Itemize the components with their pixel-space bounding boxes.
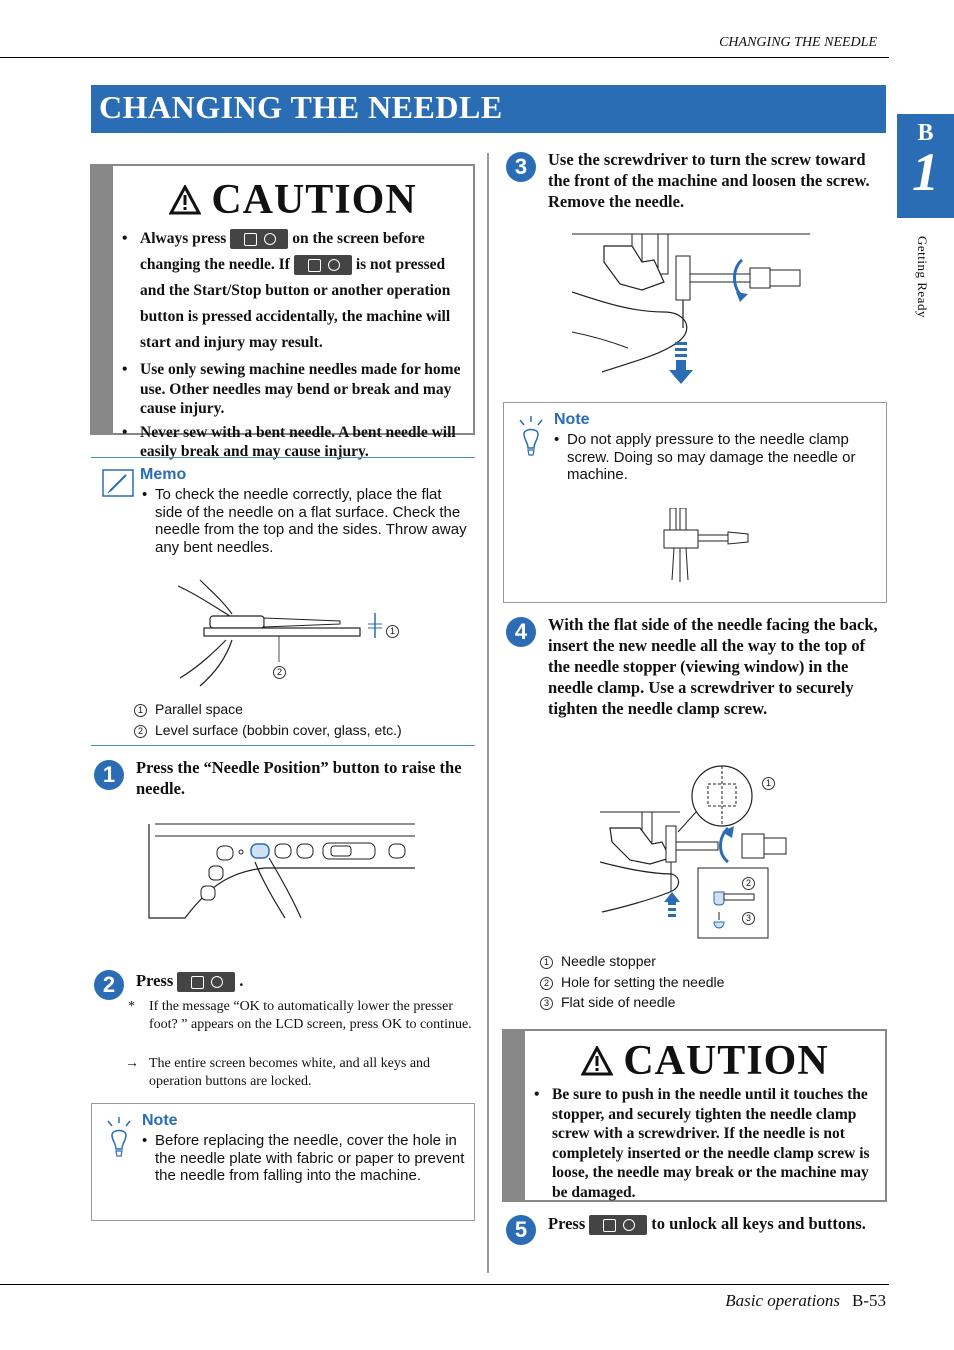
key-lock-icon — [589, 1215, 647, 1235]
legend-item: 1 Parallel space — [134, 699, 402, 720]
warning-triangle-icon — [169, 185, 201, 215]
step-number-2: 2 — [94, 970, 124, 1000]
memo-legend — [134, 699, 402, 740]
needle-clamp-screw-illustration — [660, 508, 752, 584]
caution-heading: CAUTION — [113, 172, 473, 228]
caution-item: • Be sure to push in the needle until it touches the stopper, and securely tighten the needle clamp screw with a screwdriver. If the needle is not completely inserted or the needle clamp screw is loose, the needle may break or the machine may be damaged. — [530, 1085, 879, 1202]
step-1-text: Press the “Needle Position” button to raise the needle. — [136, 758, 462, 798]
caution-item: • Always press on the screen before changing the needle. If is not pressed and the Start/Stop button or another operation button is pressed accidentally, the machine will start and injury may result. — [118, 226, 467, 356]
step-4-text: With the flat side of the needle facing the back, insert the new needle all the way to the top of the needle stopper (viewing window) in the needle clamp. Use a screwdriver to securely tighten the needle clamp screw. — [548, 615, 878, 718]
footer-rule — [0, 1284, 889, 1285]
chapter-number: 1 — [912, 142, 939, 202]
step-2-subnote-1: If the message “OK to automatically lower the presser foot? ” appears on the LCD screen, press OK to continue. — [149, 999, 472, 1032]
memo-item: • To check the needle correctly, place the flat side of the needle on a flat surface. Check the needle from the top and the sides. Throw away any bent needles. — [141, 486, 471, 556]
caution-heading: CAUTION — [525, 1035, 885, 1087]
page-footer — [725, 1291, 886, 1311]
warning-triangle-icon — [581, 1046, 613, 1076]
legend-item: 2 Hole for setting the needle — [540, 972, 724, 993]
memo-bottom-rule — [91, 745, 475, 746]
caution-box-2 — [502, 1029, 887, 1202]
caution-item: • Never sew with a bent needle. A bent needle will easily break and may cause injury. — [118, 423, 467, 462]
page-number: B-53 — [852, 1291, 886, 1310]
step4-legend — [540, 951, 724, 1013]
memo-callout-1: 1 — [386, 620, 407, 641]
running-header: CHANGING THE NEEDLE — [719, 35, 877, 50]
note-right-label: Note — [554, 411, 590, 428]
step-number-3: 3 — [506, 152, 536, 182]
legend-item: 2 Level surface (bobbin cover, glass, etc.) — [134, 720, 402, 741]
caution-item: • Use only sewing machine needles made for home use. Other needles may bend or break and may cause injury. — [118, 360, 467, 419]
key-lock-icon — [294, 255, 352, 275]
column-divider — [487, 153, 489, 1273]
loosen-screw-illustration — [572, 232, 812, 387]
legend-item: 1 Needle stopper — [540, 951, 724, 972]
key-lock-icon — [230, 229, 288, 249]
note-item: • Before replacing the needle, cover the hole in the needle plate with fabric or paper to prevent the needle from falling into the machine. — [141, 1132, 471, 1185]
caution-box-1 — [90, 164, 475, 460]
step-2-subnote-asterisk: * — [128, 999, 135, 1014]
step-number-4: 4 — [506, 617, 536, 647]
step4-callout-3: 3 — [742, 907, 763, 928]
step-2-subnote-2: The entire screen becomes white, and all keys and operation buttons are locked. — [149, 1056, 431, 1089]
memo-text — [141, 486, 471, 556]
chapter-letter: B — [917, 120, 934, 146]
step-5-text: Press to unlock all keys and buttons. — [548, 1213, 888, 1235]
caution-stripe — [504, 1031, 525, 1200]
caution-stripe — [92, 166, 113, 433]
step-2-subnote-arrow: → — [125, 1056, 139, 1071]
caution-list — [530, 1085, 879, 1202]
footer-section: Basic operations — [725, 1291, 840, 1310]
step4-callout-2: 2 — [742, 872, 763, 893]
note-bulb-icon — [516, 416, 546, 458]
note-left-label: Note — [142, 1112, 178, 1129]
step-3-text: Use the screwdriver to turn the screw toward the front of the machine and loosen the screw. Remove the needle. — [548, 150, 870, 211]
chapter-section-label: Getting Ready — [915, 236, 930, 318]
step-number-5: 5 — [506, 1215, 536, 1245]
caution-list — [118, 226, 467, 462]
legend-item: 3 Flat side of needle — [540, 992, 724, 1013]
note-left-text — [141, 1132, 471, 1185]
header-rule — [0, 57, 889, 58]
page-title: CHANGING THE NEEDLE — [91, 85, 886, 133]
chapter-tab — [897, 114, 954, 218]
note-bulb-icon — [104, 1117, 134, 1159]
step4-callout-1: 1 — [762, 772, 783, 793]
needle-position-button-illustration — [145, 822, 420, 922]
step-number-1: 1 — [94, 760, 124, 790]
note-item: • Do not apply pressure to the needle clamp screw. Doing so may damage the needle or machine. — [553, 431, 883, 484]
memo-label: Memo — [140, 466, 187, 483]
memo-pencil-icon — [102, 469, 134, 497]
key-lock-icon — [177, 972, 235, 992]
memo-top-rule — [91, 457, 475, 458]
note-right-text — [553, 431, 883, 484]
step-2-text: Press . — [136, 970, 243, 992]
memo-callout-2: 2 — [273, 661, 294, 682]
